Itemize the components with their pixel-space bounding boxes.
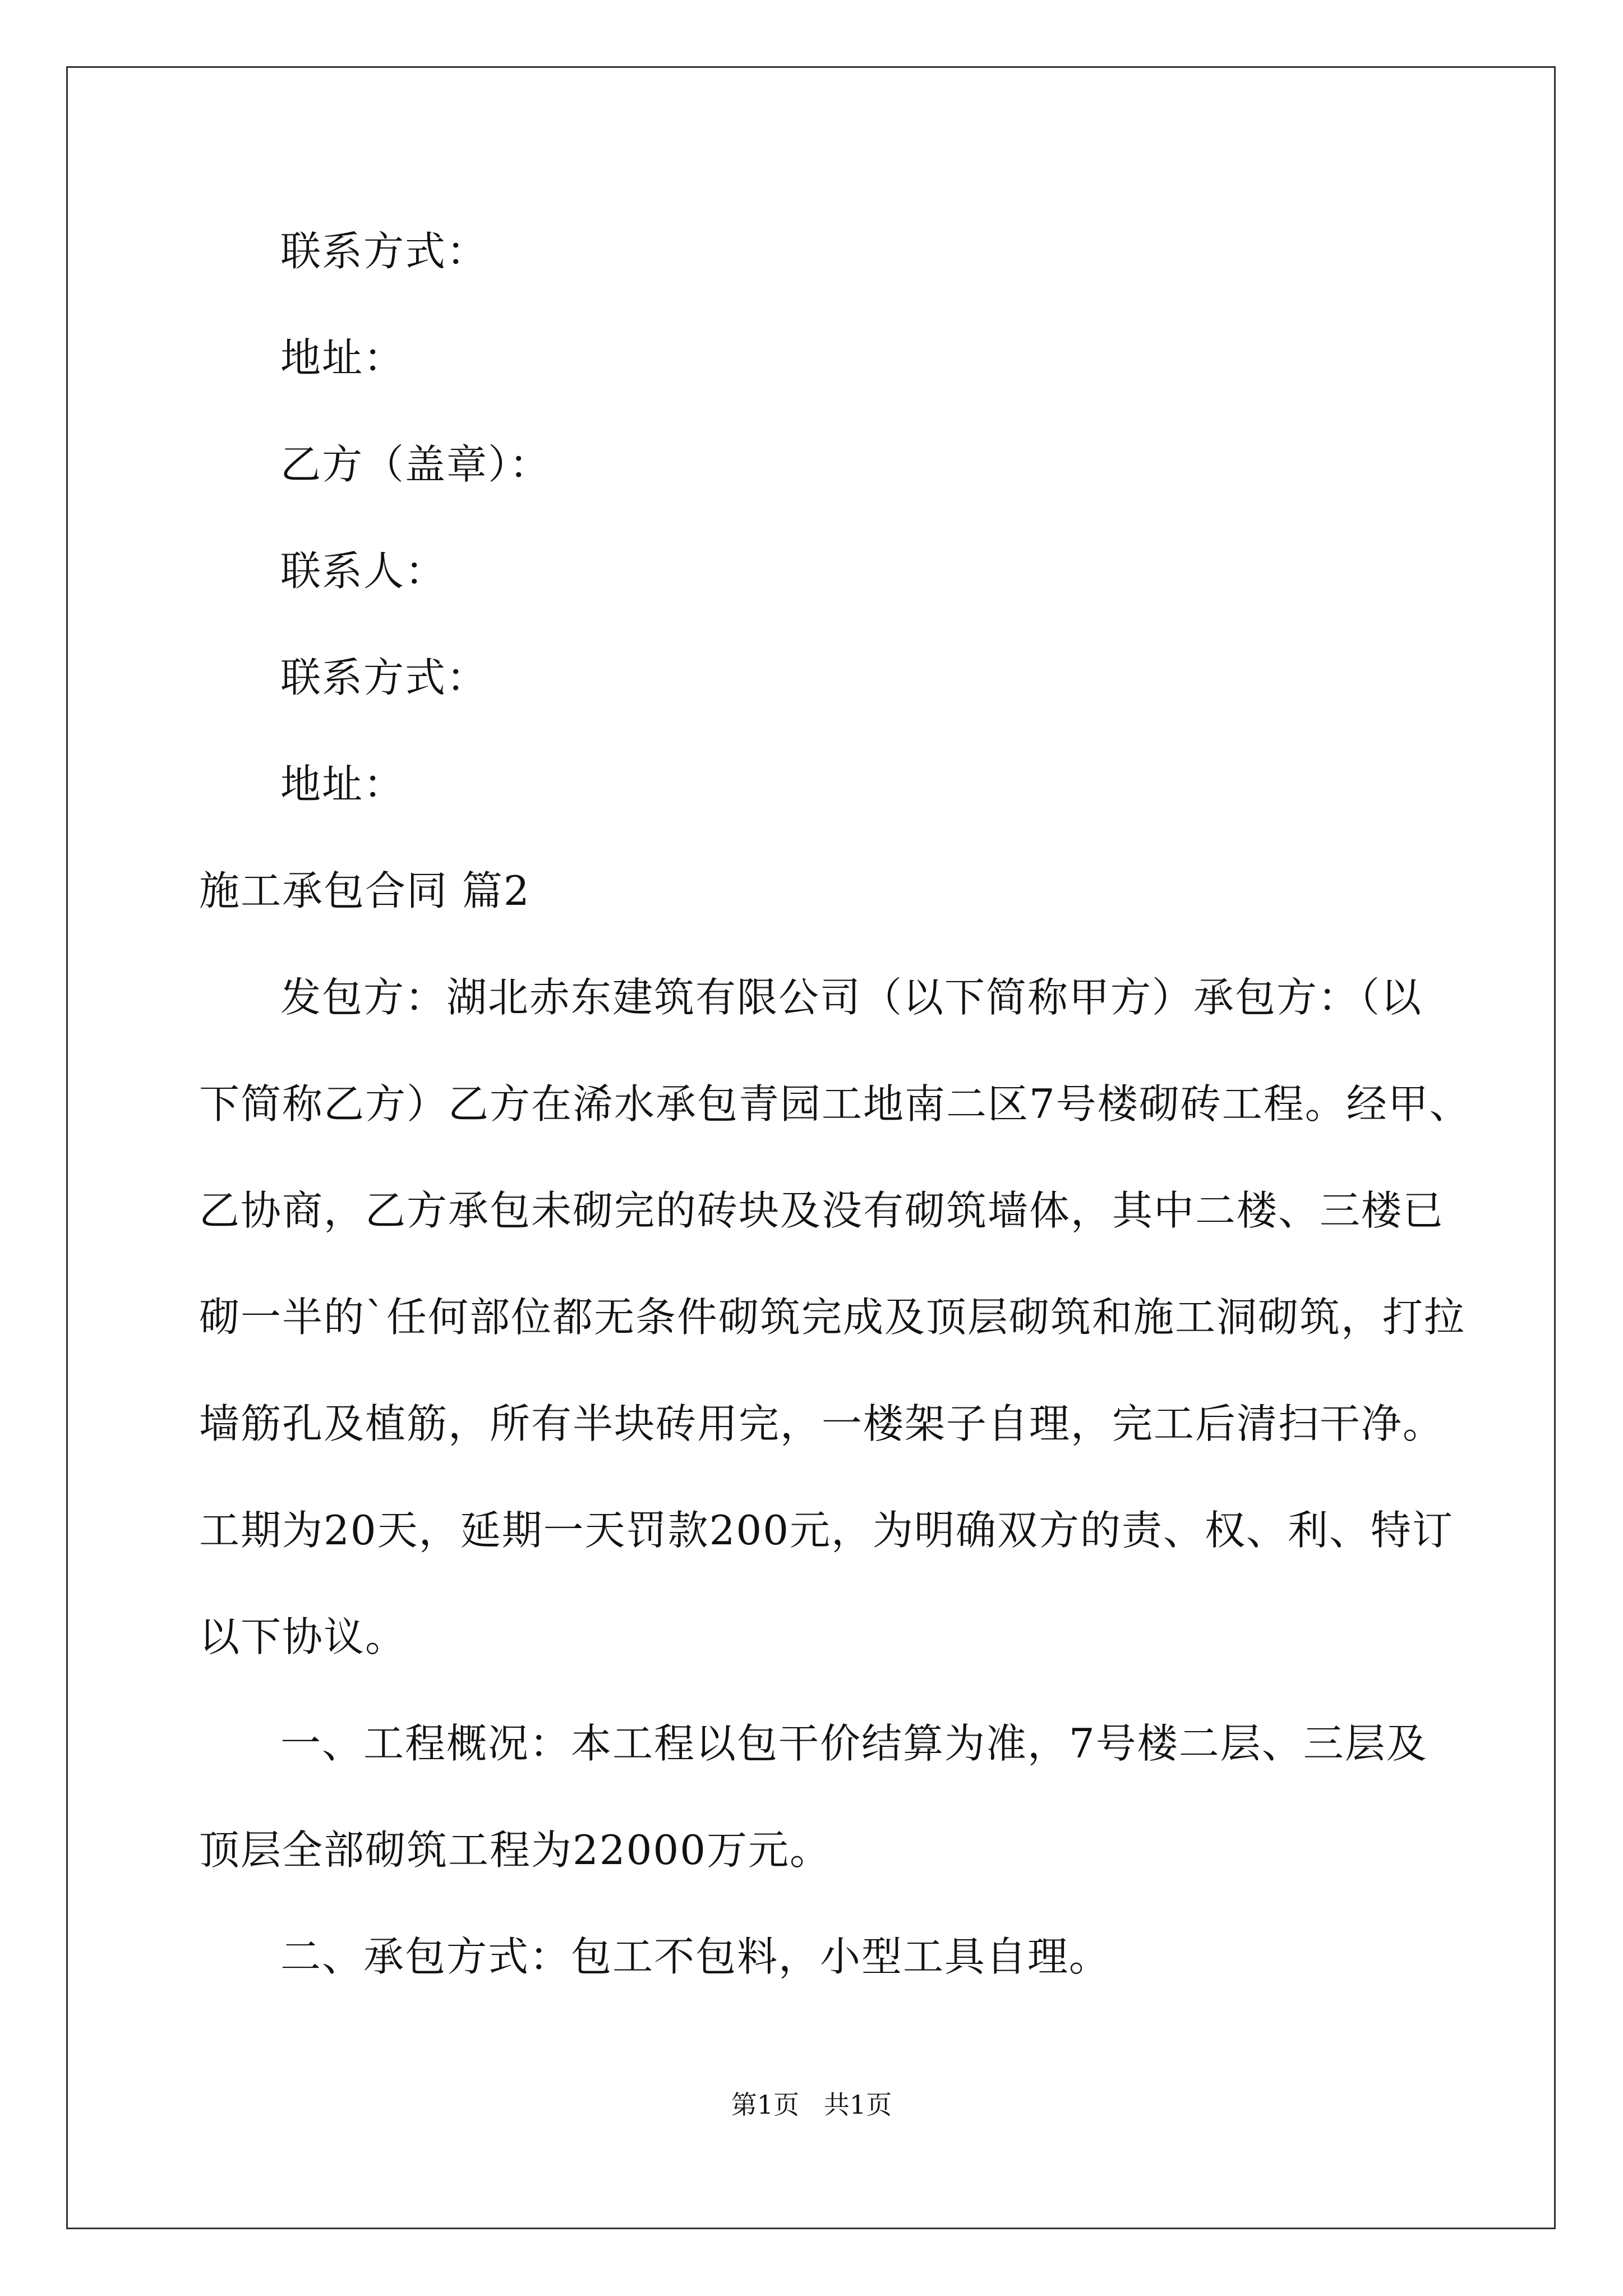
party-b-contact-person-label: 联系人： [280,547,447,595]
party-b-seal-label: 乙方（盖章）： [280,441,551,488]
body-paragraph-line: 下简称乙方）乙方在浠水承包青园工地南二区7号楼砌砖工程。经甲、 [199,1080,1471,1128]
section-heading: 施工承包合同 篇2 [199,867,531,914]
body-paragraph-line: 墙筋孔及植筋，所有半块砖用完，一楼架子自理，完工后清扫干净。 [199,1400,1445,1447]
page-border [66,66,1556,2229]
body-paragraph-line: 工期为20天，延期一天罚款200元，为明确双方的责、权、利、特订 [199,1507,1454,1554]
party-b-address-label: 地址： [280,761,405,808]
clause-two: 二、承包方式：包工不包料，小型工具自理。 [280,1933,1111,1980]
body-paragraph-line: 发包方：湖北赤东建筑有限公司（以下简称甲方）承包方：（以 [280,974,1423,1021]
clause-one-line: 顶层全部砌筑工程为22000万元。 [199,1826,832,1874]
party-a-address-label: 地址： [280,334,405,381]
body-paragraph-line: 以下协议。 [199,1613,407,1660]
page-footer: 第1页 共1页 [731,2090,892,2120]
clause-one-line: 一、工程概况：本工程以包干价结算为准，7号楼二层、三层及 [280,1720,1428,1767]
body-paragraph-line: 砌一半的`任何部位都无条件砌筑完成及顶层砌筑和施工洞砌筑，打拉 [199,1294,1466,1341]
body-paragraph-line: 乙协商，乙方承包未砌完的砖块及没有砌筑墙体，其中二楼、三楼已 [199,1187,1445,1234]
party-b-contact-method-label: 联系方式： [280,654,488,701]
party-a-contact-method-label: 联系方式： [280,228,488,275]
